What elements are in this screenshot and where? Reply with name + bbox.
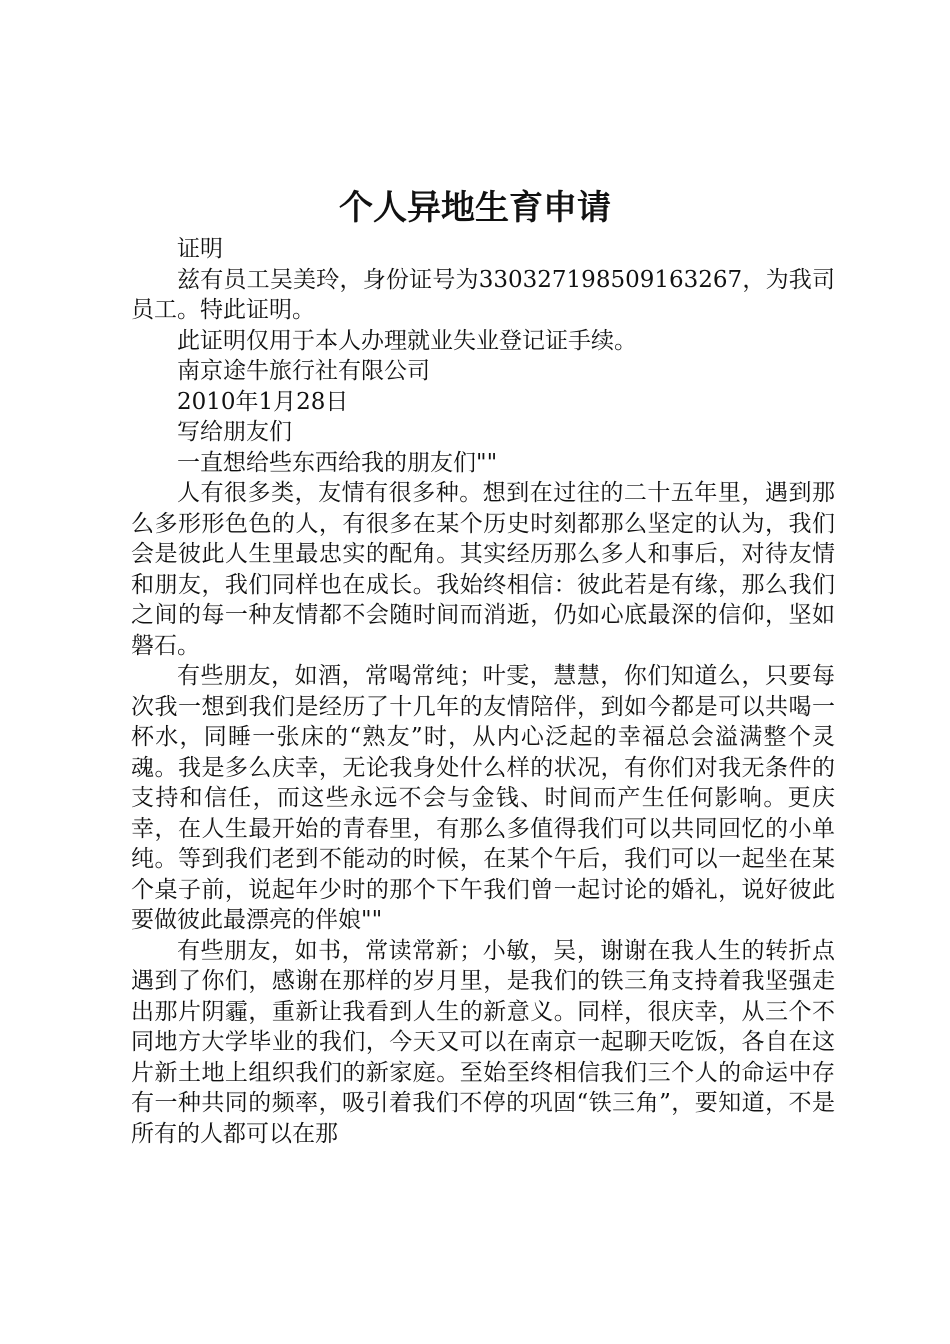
paragraph-certificate-usage: 此证明仅用于本人办理就业失业登记证手续。 [177,327,637,354]
paragraph-date: 2010年1月28日 [177,388,349,415]
paragraph-heading-friends: 写给朋友们 [177,419,292,445]
paragraph-friendship-kinds: 人有很多类，友情有很多种。想到在过往的二十五年里，遇到那么多形形色色的人，有很多在某个历史时刻都那么坚定的认为，我们会是彼此人生里最忠实的配角。其实经历那么多人和事后，对待友情和朋友，我们同样也在成长。我始终相信：彼此若是有缘，那么我们之间的每一种友情都不会随时间而消逝，仍如心底最深的信仰，坚如磐石。 [131,480,835,659]
paragraph-heading-certificate: 证明 [177,236,223,262]
document-title: 个人异地生育申请 [339,188,611,228]
paragraph-company-name: 南京途牛旅行社有限公司 [177,358,430,384]
paragraph-intro: 一直想给些东西给我的朋友们"" [177,449,498,476]
document-body [131,234,835,1149]
paragraph-friends-like-books: 有些朋友，如书，常读常新；小敏，吴，谢谢在我人生的转折点遇到了你们，感谢在那样的岁月里，是我们的铁三角支持着我坚强走出那片阴霾，重新让我看到人生的新意义。同样，很庆幸，从三个不同地方大学毕业的我们，今天又可以在南京一起聊天吃饭，各自在这片新土地上组织我们的新家庭。至始至终相信我们三个人的命运中存有一种共同的频率，吸引着我们不停的巩固“铁三角”，要知道，不是所有的人都可以在那 [131,937,835,1147]
paragraph-friends-like-wine: 有些朋友，如酒，常喝常纯；叶雯，慧慧，你们知道么，只要每次我一想到我们是经历了十几年的友情陪伴，到如今都是可以共喝一杯水，同睡一张床的“熟友”时，从内心泛起的幸福总会溢满整个灵魂。我是多么庆幸，无论我身处什么样的状况，有你们对我无条件的支持和信任，而这些永远不会与金钱、时间而产生任何影响。更庆幸，在人生最开始的青春里，有那么多值得我们可以共同回忆的小单纯。等到我们老到不能动的时候，在某个午后，我们可以一起坐在某个桌子前，说起年少时的那个下午我们曾一起讨论的婚礼，说好彼此要做彼此最漂亮的伴娘"" [131,663,835,933]
paragraph-certificate-text: 兹有员工吴美玲，身份证号为330327198509163267，为我司员工。特此证明。 [131,266,835,323]
